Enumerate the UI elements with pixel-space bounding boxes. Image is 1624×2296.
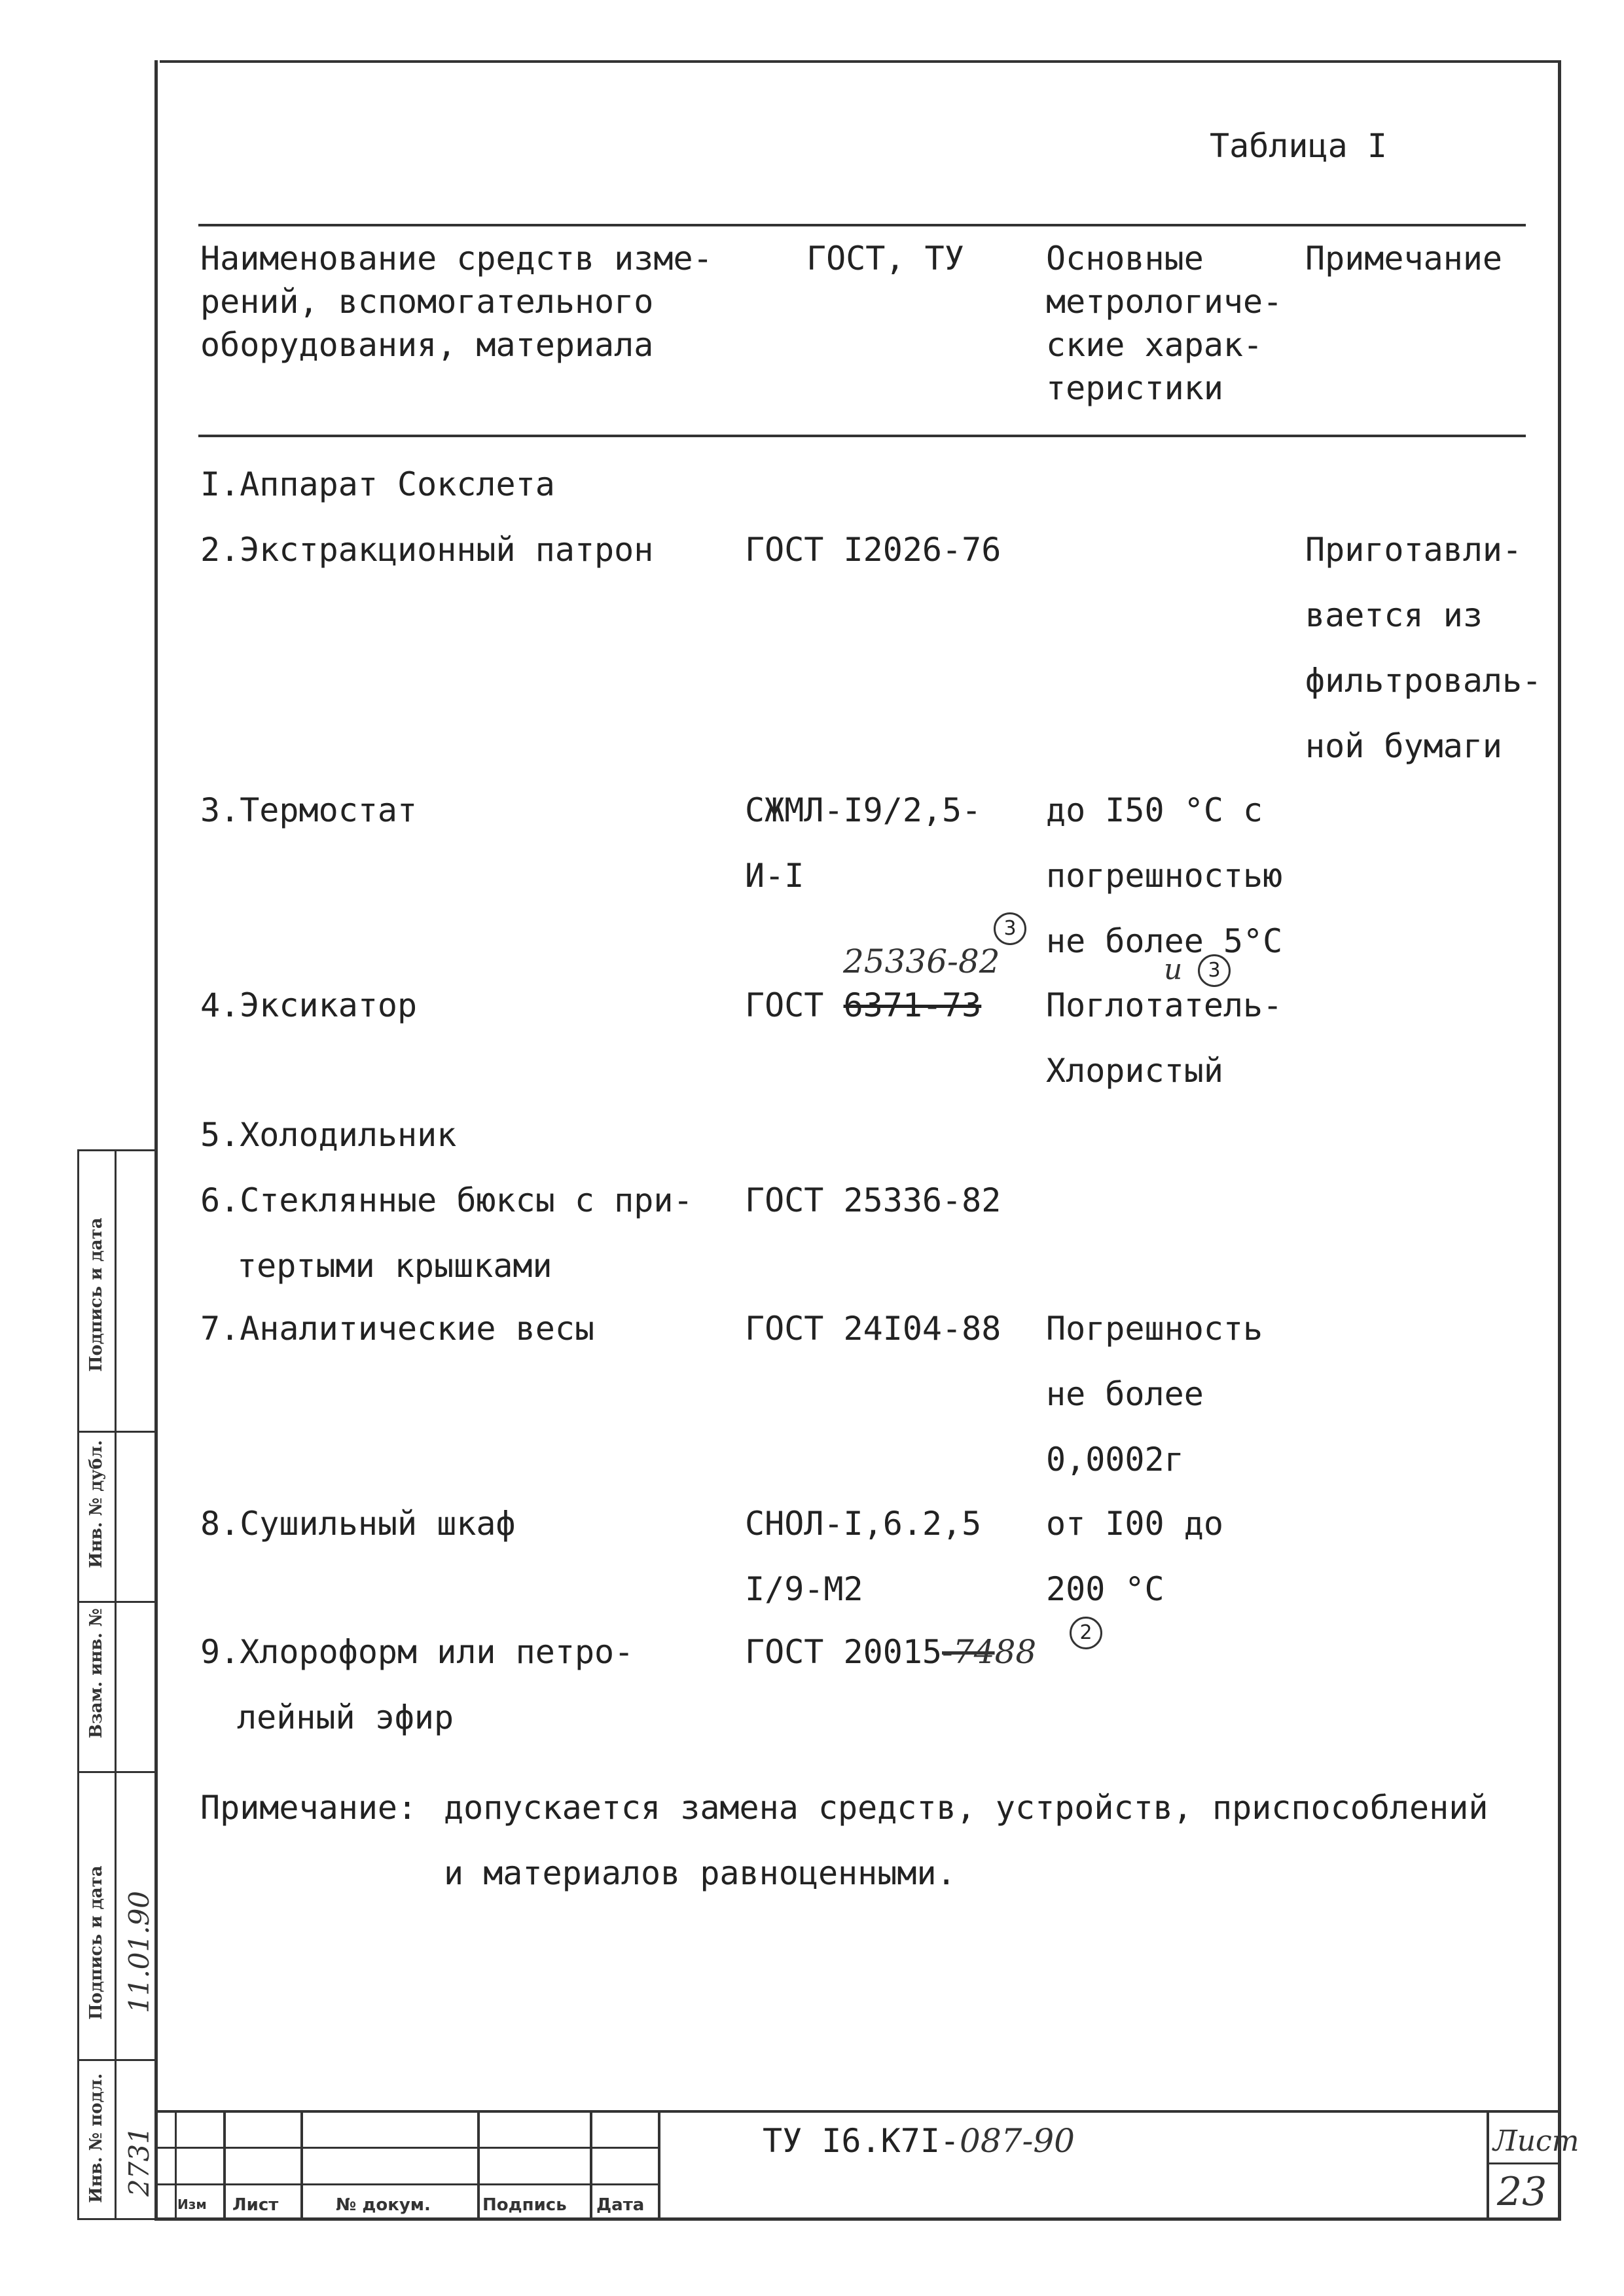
table-top-rule [198, 224, 1526, 226]
sheet-number: 23 [1497, 2169, 1547, 2215]
row-9-correction-mark: 2 [1070, 1617, 1102, 1649]
row-2-note: Приготавли- вается из фильтроваль- ной бумаги [1305, 531, 1542, 765]
row-4-char-correction: и [1164, 953, 1183, 986]
header-gost: ГОСТ, ТУ [806, 240, 964, 278]
row-7-characteristics: Погрешность не более 0,0002г [1046, 1310, 1263, 1479]
row-6-gost: ГОСТ 25336-82 [745, 1181, 1001, 1219]
row-3-gost: СЖМЛ-I9/2,5- И-I [745, 791, 982, 895]
row-3-characteristics: до I50 °С с погрешностью не более 5°С [1046, 791, 1283, 960]
row-9-gost-correction: 88 [994, 1633, 1037, 1671]
footnote-label: Примечание: [200, 1789, 418, 1827]
header-note: Примечание [1305, 240, 1503, 278]
row-4-characteristics: Поглотатель- Хлористый [1046, 986, 1283, 1090]
title-col-izm: Изм [177, 2197, 207, 2212]
row-8-characteristics: от I00 до 200 °С [1046, 1505, 1223, 1608]
side-label-2: Инв. № дубл. [86, 1440, 106, 1568]
row-8-name: 8.Сушильный шкаф [200, 1505, 516, 1543]
page-frame-top [160, 60, 1561, 63]
row-9-gost: ГОСТ 20015-7488 [745, 1633, 1037, 1671]
side-stamp [77, 1149, 156, 2220]
row-8-gost: СНОЛ-I,6.2,5 I/9-М2 [745, 1505, 982, 1608]
row-4-gost-struck: 6371-73 [843, 986, 982, 1024]
page-frame-right [1558, 60, 1561, 2220]
row-6-name: 6.Стеклянные бюксы с при- тертыми крышками [200, 1181, 693, 1285]
side-hand-inv: 2731 [123, 2126, 155, 2197]
doc-code: ТУ I6.К7I-087-90 [763, 2122, 1075, 2160]
header-characteristics: Основные метрологиче- ские харак- теристики [1046, 240, 1283, 407]
row-7-name: 7.Аналитические весы [200, 1310, 595, 1348]
side-hand-signature: 11.01.90 [123, 1890, 155, 2013]
title-col-doc: № докум. [336, 2195, 431, 2215]
row-4-gost-correction: 25336-82 [843, 942, 1000, 980]
row-4-gost: ГОСТ 6371-73 [745, 986, 982, 1024]
footnote-line-1: допускается замена средств, устройств, приспособлений [444, 1789, 1489, 1827]
side-label-3: Взам. инв. № [86, 1608, 106, 1738]
sheet-label: Лист [1493, 2125, 1579, 2158]
row-7-gost: ГОСТ 24I04-88 [745, 1310, 1001, 1348]
side-label-1: Подпись и дата [86, 1217, 106, 1372]
row-4-correction-mark: 3 [994, 912, 1026, 945]
row-5-name: 5.Холодильник [200, 1116, 457, 1154]
header-name: Наименование средств изме- рений, вспомогательного оборудования, материала [200, 240, 713, 364]
title-col-date: Дата [596, 2195, 645, 2215]
side-label-5: Инв. № подл. [86, 2073, 106, 2203]
table-header-rule [198, 435, 1526, 437]
row-2-name: 2.Экстракционный патрон [200, 531, 654, 569]
footnote-line-2: и материалов равноценными. [444, 1854, 956, 1892]
row-1-name: I.Аппарат Сокслета [200, 465, 555, 503]
title-col-list: Лист [232, 2195, 279, 2215]
row-4-char-mark: 3 [1198, 954, 1231, 987]
row-2-gost: ГОСТ I2026-76 [745, 531, 1001, 569]
side-label-4: Подпись и дата [86, 1865, 106, 2020]
table-caption: Таблица I [1210, 127, 1387, 165]
row-4-name: 4.Эксикатор [200, 986, 418, 1024]
title-col-sign: Подпись [482, 2195, 567, 2215]
doc-code-hand: 087-90 [960, 2122, 1075, 2160]
row-9-name: 9.Хлороформ или петро- лейный эфир [200, 1633, 634, 1736]
row-9-gost-struck: -74 [942, 1633, 995, 1671]
row-3-name: 3.Термостат [200, 791, 418, 829]
title-block [158, 2110, 1579, 2220]
